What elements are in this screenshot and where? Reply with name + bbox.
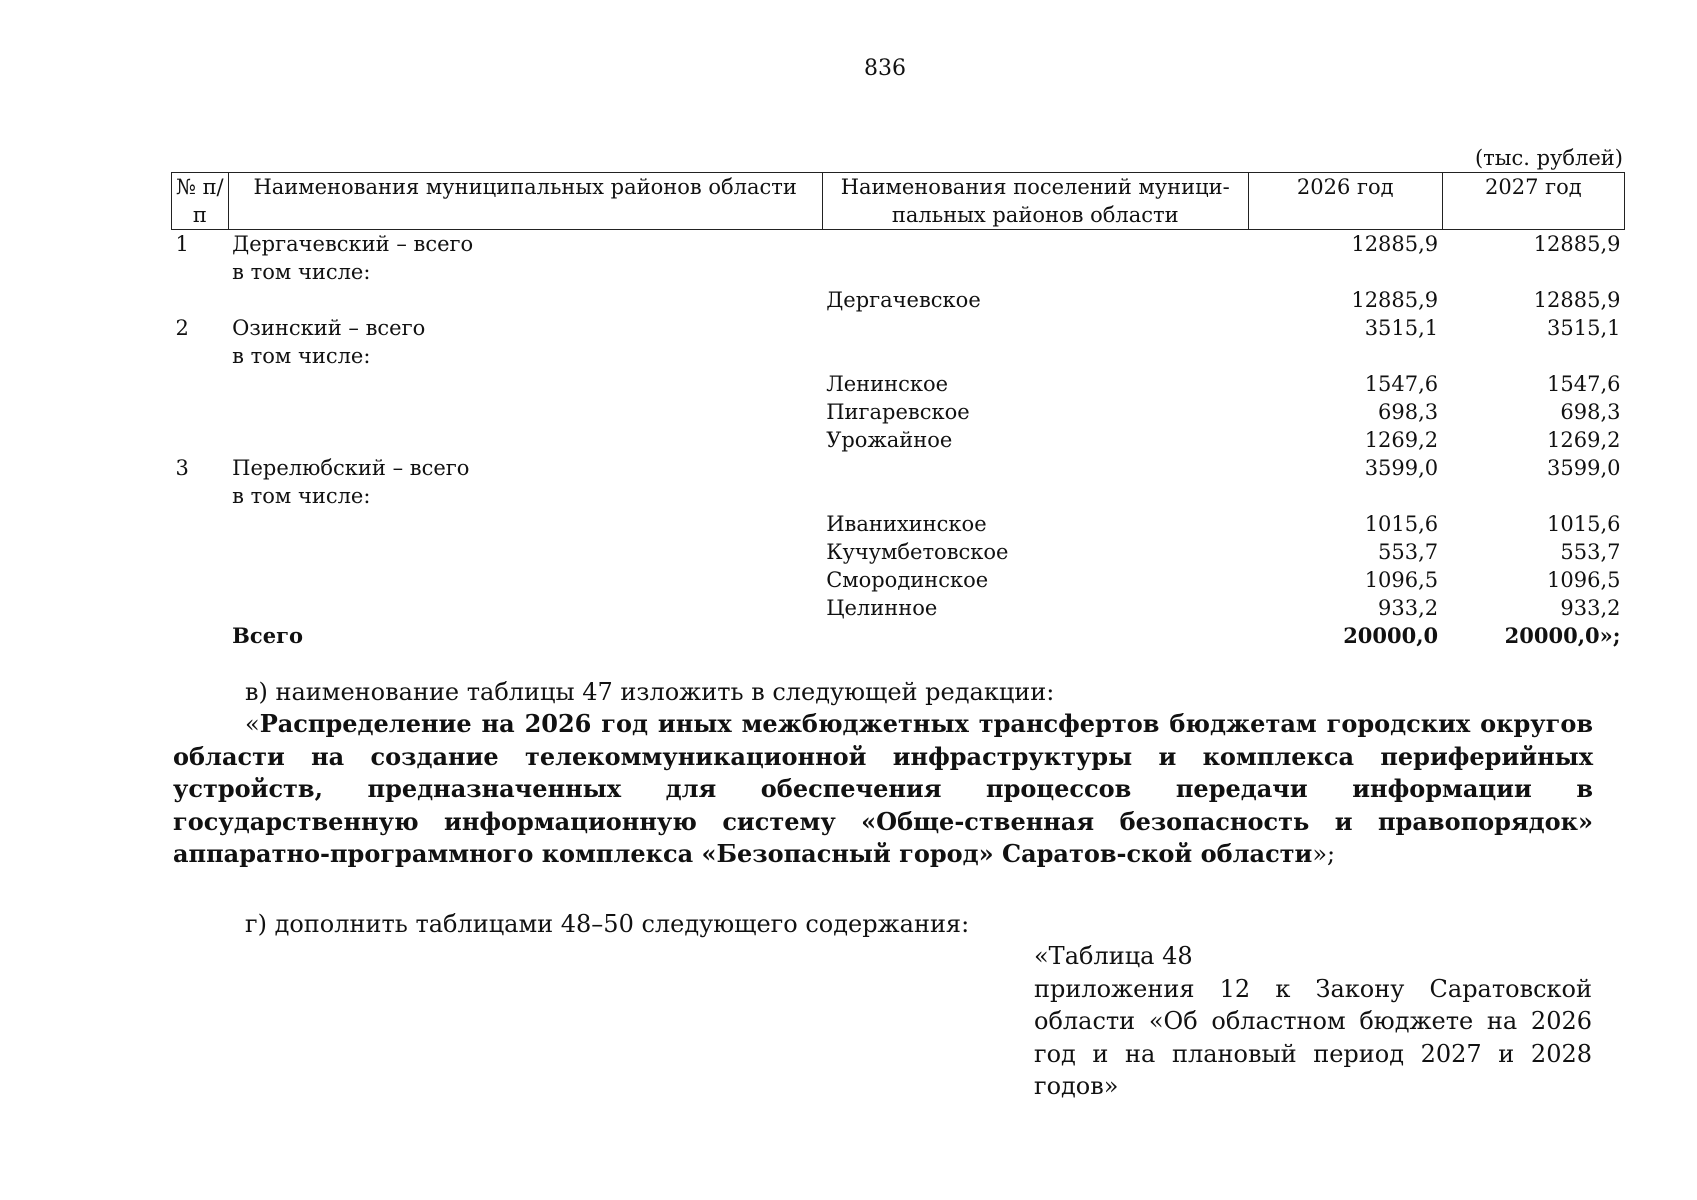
- total-label: Всего: [232, 623, 303, 648]
- total-num-cell: [172, 622, 229, 650]
- row-district: [228, 426, 822, 454]
- table-row: [172, 482, 1625, 510]
- row-num: [172, 594, 229, 622]
- row-num: [172, 426, 229, 454]
- row-settlement: [822, 454, 1248, 482]
- row-value-2026: 933,2: [1378, 596, 1439, 620]
- table-row: [172, 258, 1625, 286]
- row-value-2027: 1547,6: [1547, 372, 1621, 396]
- row-num: 3: [175, 456, 189, 480]
- budget-table: [171, 172, 1625, 650]
- row-value-2026: 12885,9: [1351, 288, 1439, 312]
- table-row: [172, 398, 1625, 426]
- row-value-2027: 12885,9: [1533, 232, 1621, 256]
- paragraph-g: г) дополнить таблицами 48–50 следующего содержания:: [245, 910, 970, 938]
- row-value-2026: 1015,6: [1364, 512, 1439, 536]
- row-value-2026: 698,3: [1378, 400, 1439, 424]
- row-value-2027: 933,2: [1560, 596, 1621, 620]
- header-district: Наименования муниципальных районов области: [228, 173, 822, 230]
- row-value-2027: 1269,2: [1547, 428, 1621, 452]
- table-row: [172, 566, 1625, 594]
- appendix-line1: «Таблица 48: [1034, 942, 1193, 970]
- row-settlement: Урожайное: [826, 428, 953, 452]
- row-num: [172, 510, 229, 538]
- row-settlement: Смородинское: [826, 568, 989, 592]
- table-47-title: [173, 708, 1593, 871]
- header-num: № п/п: [172, 173, 229, 230]
- row-num: [172, 566, 229, 594]
- row-settlement: Дергачевское: [826, 288, 981, 312]
- row-value-2026: 1096,5: [1364, 568, 1439, 592]
- row-settlement: Ленинское: [826, 372, 949, 396]
- total-value-2027: 20000,0»;: [1504, 623, 1621, 648]
- row-value-2026: 553,7: [1378, 540, 1439, 564]
- header-settlement: Наименования поселений муници-пальных районов области: [822, 173, 1248, 230]
- row-value-2027: [1442, 342, 1624, 370]
- row-district: в том числе:: [232, 260, 371, 284]
- table-row: [172, 342, 1625, 370]
- table-row: [172, 510, 1625, 538]
- row-num: [172, 482, 229, 510]
- row-district: Перелюбский – всего: [232, 456, 470, 480]
- table-row: [172, 286, 1625, 314]
- row-value-2027: [1442, 258, 1624, 286]
- row-value-2027: 698,3: [1560, 400, 1621, 424]
- row-value-2027: 1015,6: [1547, 512, 1621, 536]
- table-row: [172, 314, 1625, 342]
- row-num: [172, 342, 229, 370]
- row-settlement: [822, 230, 1248, 259]
- table-row: [172, 230, 1625, 259]
- row-settlement: Кучумбетовское: [826, 540, 1009, 564]
- row-district: [228, 370, 822, 398]
- total-settlement-cell: [822, 622, 1248, 650]
- row-district: [228, 398, 822, 426]
- row-district: в том числе:: [232, 484, 371, 508]
- row-district: [228, 566, 822, 594]
- table-header-row: [172, 173, 1625, 230]
- row-settlement: [822, 314, 1248, 342]
- row-value-2027: [1442, 482, 1624, 510]
- row-district: в том числе:: [232, 344, 371, 368]
- row-settlement: Иванихинское: [826, 512, 987, 536]
- row-value-2026: 3515,1: [1364, 316, 1439, 340]
- row-district: [228, 594, 822, 622]
- row-district: Озинский – всего: [232, 316, 426, 340]
- total-value-2026: 20000,0: [1343, 623, 1439, 648]
- table-row: [172, 594, 1625, 622]
- row-value-2027: 3515,1: [1547, 316, 1621, 340]
- row-num: 1: [175, 232, 189, 256]
- row-value-2026: 3599,0: [1364, 456, 1439, 480]
- row-num: [172, 538, 229, 566]
- unit-label: (тыс. рублей): [1474, 146, 1623, 170]
- row-settlement: [822, 258, 1248, 286]
- row-district: Дергачевский – всего: [232, 232, 474, 256]
- title-open-quote: «: [245, 710, 260, 738]
- table-body: [172, 230, 1625, 651]
- row-num: [172, 398, 229, 426]
- table-row: [172, 426, 1625, 454]
- row-district: [228, 538, 822, 566]
- row-value-2026: 1547,6: [1364, 372, 1439, 396]
- row-value-2026: 12885,9: [1351, 232, 1439, 256]
- row-value-2027: 12885,9: [1533, 288, 1621, 312]
- header-2026: 2026 год: [1248, 173, 1442, 230]
- row-value-2027: 553,7: [1560, 540, 1621, 564]
- row-value-2026: 1269,2: [1364, 428, 1439, 452]
- row-value-2027: 1096,5: [1547, 568, 1621, 592]
- row-district: [228, 510, 822, 538]
- row-settlement: Целинное: [826, 596, 938, 620]
- row-district: [228, 286, 822, 314]
- row-settlement: Пигаревское: [826, 400, 970, 424]
- row-num: [172, 370, 229, 398]
- row-value-2026: [1248, 482, 1442, 510]
- paragraph-b: в) наименование таблицы 47 изложить в следующей редакции:: [245, 678, 1055, 706]
- row-value-2027: 3599,0: [1547, 456, 1621, 480]
- row-num: [172, 258, 229, 286]
- table-total-row: [172, 622, 1625, 650]
- page-number: 836: [864, 56, 906, 81]
- appendix-line2: приложения 12 к Закону Саратовской области «Об областном бюджете на 2026 год и на плановый период 2027 и 2028 годов»: [1034, 974, 1592, 1100]
- header-2027: 2027 год: [1442, 173, 1624, 230]
- appendix-reference: [1034, 940, 1592, 1103]
- row-settlement: [822, 482, 1248, 510]
- row-value-2026: [1248, 342, 1442, 370]
- row-num: [172, 286, 229, 314]
- row-value-2026: [1248, 258, 1442, 286]
- table-row: [172, 538, 1625, 566]
- table-row: [172, 454, 1625, 482]
- title-bold-text: Распределение на 2026 год иных межбюджетных трансфертов бюджетам городских округов области на создание телекоммуникационной инфраструктуры и комплекса периферийных устройств, предназначенных для обеспечения процессов передачи информации в государственную информационную систему «Обще-ственная безопасность и правопорядок» аппаратно-программного комплекса «Безопасный город» Саратов-ской области: [173, 709, 1593, 868]
- table-row: [172, 370, 1625, 398]
- row-settlement: [822, 342, 1248, 370]
- title-close-quote: »;: [1312, 840, 1336, 868]
- row-num: 2: [175, 316, 189, 340]
